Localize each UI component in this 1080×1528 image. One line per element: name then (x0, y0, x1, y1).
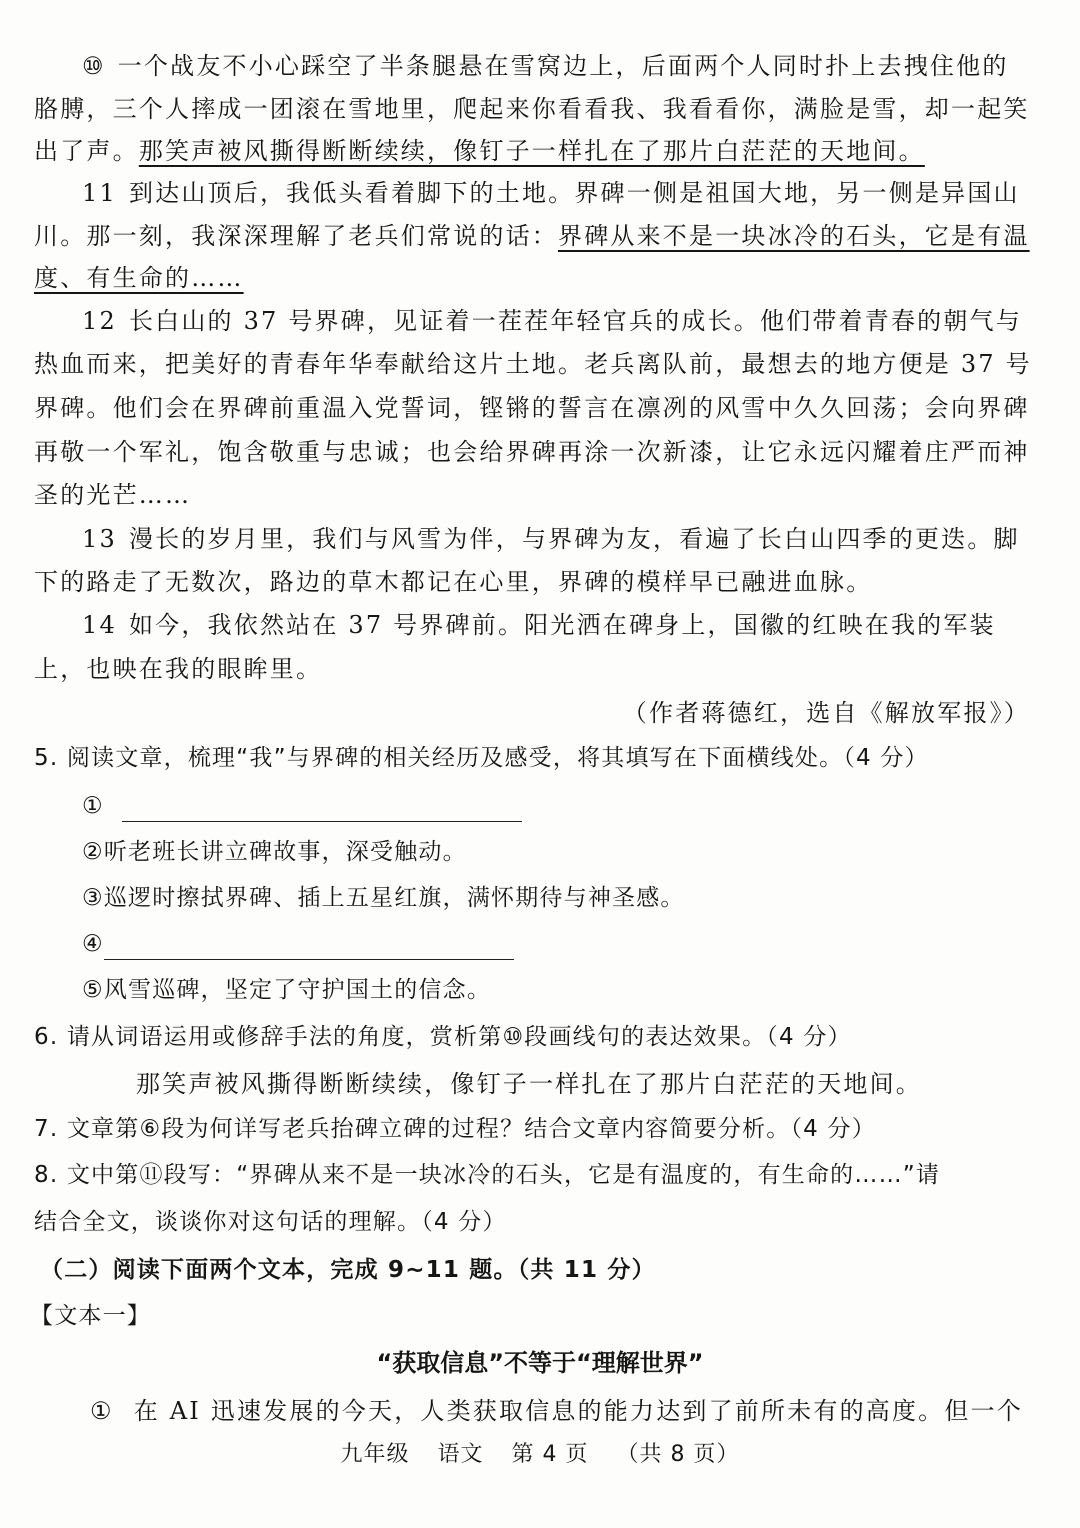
page-footer (0, 1440, 1080, 1470)
question-5-item-3: ③巡逻时擦拭界碑、插上五星红旗，满怀期待与神圣感。 (82, 885, 685, 911)
section-2-heading: （二）阅读下面两个文本，完成 9~11 题。（共 11 分） (40, 1257, 656, 1283)
answer-blank-1[interactable] (122, 803, 522, 822)
question-8-line-2: 结合全文，谈谈你对这句话的理解。（4 分） (34, 1209, 507, 1235)
question-8-line-1: 8. 文中第⑪段写：“界碑从来不是一块冰冷的石头，它是有温度的，有生命的……”请 (34, 1162, 941, 1188)
para-12-line-4: 再敬一个军礼，饱含敬重与忠诚；也会给界碑再涂一次新漆，让它永远闪耀着庄严而神 (34, 438, 1030, 466)
question-5-item-4: ④ (82, 928, 514, 960)
para-14-line-2: 上，也映在我的眼眸里。 (34, 655, 323, 683)
question-5-item-2: ②听老班长讲立碑故事，深受触动。 (82, 839, 467, 865)
text-one-para-1-number: ① (90, 1397, 114, 1425)
text-one-label: 【文本一】 (30, 1303, 151, 1329)
text-one-title: “获取信息”不等于“理解世界” (376, 1349, 704, 1377)
footer-total-pages: （共 8 页） (616, 1442, 740, 1467)
question-5-item-5: ⑤风雪巡碑，坚定了守护国土的信念。 (82, 977, 492, 1003)
para-10-number: ⑩ (82, 52, 106, 80)
underlined-sentence-para-10: 那笑声被风撕得断断续续，像钉子一样扎在了那片白茫茫的天地间。 (138, 137, 925, 165)
question-6-quote: 那笑声被风撕得断断续续，像钉子一样扎在了那片白茫茫的天地间。 (136, 1070, 922, 1098)
para-12-line-5: 圣的光芒…… (34, 481, 192, 509)
question-5-stem: 5. 阅读文章，梳理“我”与界碑的相关经历及感受，将其填写在下面横线处。（4 分） (34, 745, 929, 771)
para-13-line-2: 下的路走了无数次，路边的草木都记在心里，界碑的模样早已融进血脉。 (34, 568, 873, 596)
para-14-number: 14 (82, 611, 117, 639)
footer-grade: 九年级 (340, 1442, 410, 1467)
para-11-line-3: 度、有生命的…… (34, 264, 244, 292)
answer-blank-4[interactable] (104, 941, 514, 960)
para-10-line-2: 胳膊，三个人摔成一团滚在雪地里，爬起来你看看我、我看看你，满脸是雪，却一起笑 (34, 95, 1030, 123)
para-10-line-1: ⑩ 一个战友不小心踩空了半条腿悬在雪窝边上，后面两个人同时扑上去拽住他的 (82, 52, 1009, 80)
para-13-line-1: 13 漫长的岁月里，我们与风雪为伴，与界碑为友，看遍了长白山四季的更迭。脚 (82, 525, 1020, 553)
question-5-item-1: ① (82, 790, 522, 822)
question-6-stem: 6. 请从词语运用或修辞手法的角度，赏析第⑩段画线句的表达效果。（4 分） (34, 1024, 852, 1050)
para-11-number: 11 (82, 179, 117, 207)
para-12-number: 12 (82, 307, 117, 335)
footer-subject: 语文 (437, 1442, 484, 1467)
para-12-line-1: 12 长白山的 37 号界碑，见证着一茬茬年轻官兵的成长。他们带着青春的朝气与 (82, 307, 1022, 335)
underlined-sentence-para-11: 界碑从来不是一块冰冷的石头，它是有温 (558, 222, 1030, 250)
article-source: （作者蒋德红，选自《解放军报》） (622, 699, 1030, 727)
para-11-line-2: 川。那一刻，我深深理解了老兵们常说的话：界碑从来不是一块冰冷的石头，它是有温 (34, 222, 1030, 250)
para-13-number: 13 (82, 525, 117, 553)
para-12-line-3: 界碑。他们会在界碑前重温入党誓词，铿锵的誓言在凛冽的风雪中久久回荡；会向界碑 (34, 394, 1030, 422)
para-11-line-1: 11 到达山顶后，我低头看着脚下的土地。界碑一侧是祖国大地，另一侧是异国山 (82, 179, 1020, 207)
para-14-line-1: 14 如今，我依然站在 37 号界碑前。阳光洒在碑身上，国徽的红映在我的军装 (82, 611, 996, 639)
para-12-line-2: 热血而来，把美好的青春年华奉献给这片土地。老兵离队前，最想去的地方便是 37 号 (34, 350, 1032, 378)
text-one-para-1-line-1: ① 在 AI 迅速发展的今天，人类获取信息的能力达到了前所未有的高度。但一个 (90, 1397, 1023, 1425)
para-10-line-3: 出了声。那笑声被风撕得断断续续，像钉子一样扎在了那片白茫茫的天地间。 (34, 137, 925, 165)
footer-page-number: 第 4 页 (511, 1442, 589, 1467)
question-7-stem: 7. 文章第⑥段为何详写老兵抬碑立碑的过程？结合文章内容简要分析。（4 分） (34, 1116, 876, 1142)
